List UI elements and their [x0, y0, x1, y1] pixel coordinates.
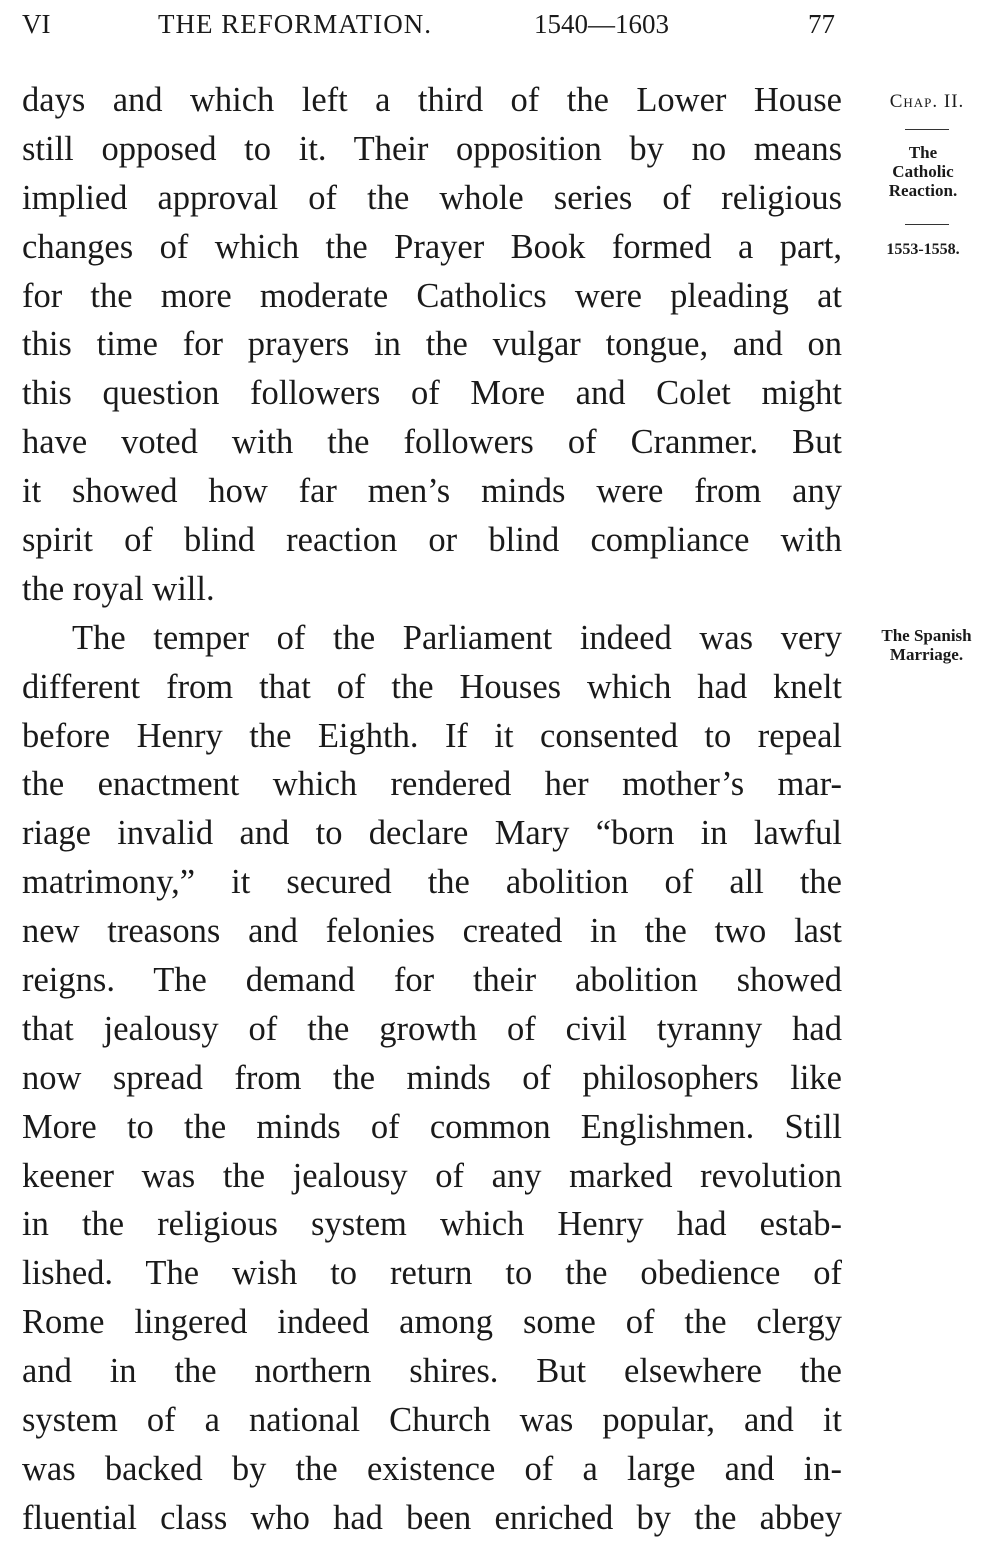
paragraph-2 [22, 614, 842, 1543]
text-line: before Henry the Eighth. If it consented to repeal [22, 716, 842, 755]
body-text [22, 76, 842, 1543]
text-line: lished. The wish to return to the obedience of [22, 1254, 842, 1293]
text-line: reigns. The demand for their abolition showed [22, 961, 842, 1000]
page-number: 77 [808, 9, 835, 39]
header-section-number: VI [22, 9, 51, 39]
text-line: days and which left a third of the Lower House [22, 81, 842, 119]
text-line: riage invalid and to declare Mary “born in lawful [22, 814, 842, 853]
text-line: that jealousy of the growth of civil tyranny had [22, 1009, 842, 1048]
text-line: the royal will. [22, 569, 215, 608]
text-line: it showed how far men’s minds were from any [22, 472, 842, 511]
margin-note-line: Reaction. [888, 181, 958, 200]
margin-note-line: Catholic [892, 162, 954, 181]
text-line: different from that of the Houses which had knelt [22, 667, 842, 706]
running-header [22, 6, 842, 42]
text-line: new treasons and felonies created in the two last [22, 912, 842, 951]
text-line: still opposed to it. Their opposition by no means [22, 129, 842, 168]
margin-note-chapter: Chap. II. [889, 91, 965, 112]
text-line: now spread from the minds of philosophers like [22, 1058, 842, 1097]
text-line: in the religious system which Henry had estab- [22, 1205, 842, 1244]
text-line: have voted with the followers of Cranmer. But [22, 423, 842, 462]
text-line: this question followers of More and Colet might [22, 374, 842, 413]
text-line: matrimony,” it secured the abolition of all the [22, 863, 842, 902]
text-line: spirit of blind reaction or blind compliance with [22, 521, 842, 560]
text-line: fluential class who had been enriched by the abbey [22, 1498, 842, 1537]
paragraph-1 [22, 76, 842, 614]
header-title: THE REFORMATION. [158, 9, 433, 39]
margin-rule [905, 129, 949, 130]
margin-note-dates: 1553-1558. [886, 241, 960, 258]
margin-note-line: The Spanish [881, 626, 972, 645]
text-line: More to the minds of common Englishmen. Still [22, 1107, 842, 1146]
text-line: changes of which the Prayer Book formed a part, [22, 227, 842, 266]
text-line: The temper of the Parliament indeed was very [72, 618, 842, 657]
text-line: Rome lingered indeed among some of the clergy [22, 1303, 842, 1342]
text-line: implied approval of the whole series of religious [22, 178, 842, 217]
header-date-range: 1540—1603 [534, 9, 669, 39]
text-line: and in the northern shires. But elsewhere the [22, 1352, 842, 1391]
margin-note-line: The [908, 143, 938, 162]
text-line: system of a national Church was popular, and it [22, 1401, 842, 1440]
margin-note-catholic-reaction [858, 143, 988, 200]
text-line: keener was the jealousy of any marked revolution [22, 1156, 842, 1195]
margin-rule [905, 224, 949, 225]
text-line: was backed by the existence of a large and in- [22, 1449, 842, 1488]
text-line: the enactment which rendered her mother’s mar- [22, 765, 842, 804]
text-line: for the more moderate Catholics were pleading at [22, 276, 842, 315]
text-line: this time for prayers in the vulgar tongue, and on [22, 325, 842, 364]
margin-note-spanish-marriage [853, 626, 1000, 664]
margin-note-line: Marriage. [889, 645, 964, 664]
